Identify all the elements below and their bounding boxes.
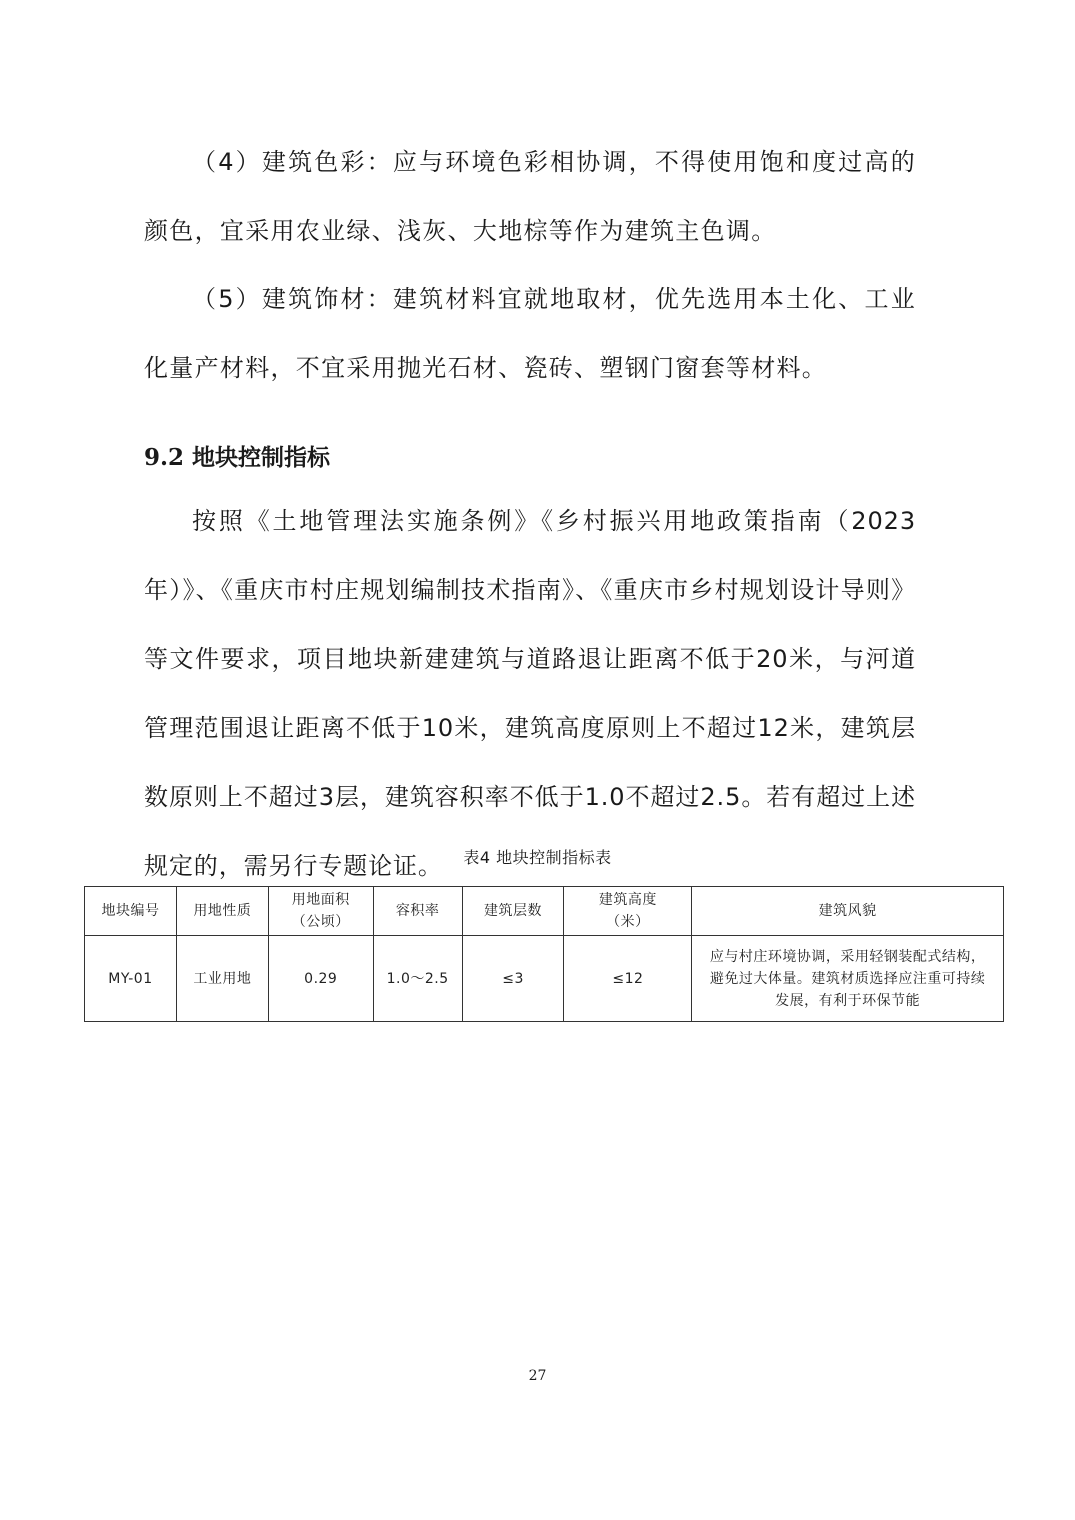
header-land-area: 用地面积 （公顷）: [268, 887, 373, 936]
table-caption: 表4 地块控制指标表: [463, 848, 612, 867]
control-index-table: [84, 886, 1004, 1022]
table-header-row: [85, 887, 1004, 936]
section-body: 按照《土地管理法实施条例》《乡村振兴用地政策指南（2023年）》、《重庆市村庄规划编制技术指南》、《重庆市乡村规划设计导则》等文件要求，项目地块新建建筑与道路退让距离不低于20米，与河道管理范围退让距离不低于10米，建筑高度原则上不超过12米，建筑层数原则上不超过3层，建筑容积率不低于1.0不超过2.5。若有超过上述规定的，需另行专题论证。: [144, 507, 916, 880]
header-height: 建筑高度 （米）: [564, 887, 692, 936]
cell-land-nature: 工业用地: [176, 936, 268, 1022]
table-row: [85, 936, 1004, 1022]
paragraph-building-color: （4）建筑色彩：应与环境色彩相协调，不得使用饱和度过高的颜色，宜采用农业绿、浅灰、大地棕等作为建筑主色调。: [144, 148, 916, 245]
cell-style: 应与村庄环境协调，采用轻钢装配式结构，避免过大体量。建筑材质选择应注重可持续发展，有利于环保节能: [692, 936, 1004, 1022]
cell-floor-area-ratio: 1.0～2.5: [373, 936, 462, 1022]
cell-plot-id: MY-01: [85, 936, 177, 1022]
header-land-nature: 用地性质: [176, 887, 268, 936]
cell-land-area: 0.29: [268, 936, 373, 1022]
cell-height: ≤12: [564, 936, 692, 1022]
header-plot-id: 地块编号: [85, 887, 177, 936]
header-floors: 建筑层数: [462, 887, 564, 936]
page-number: 27: [528, 1368, 547, 1384]
section-heading: 9.2 地块控制指标: [144, 444, 331, 471]
header-floor-area-ratio: 容积率: [373, 887, 462, 936]
paragraph-building-materials: （5）建筑饰材：建筑材料宜就地取材，优先选用本土化、工业化量产材料，不宜采用抛光石材、瓷砖、塑钢门窗套等材料。: [144, 285, 916, 382]
cell-floors: ≤3: [462, 936, 564, 1022]
header-style: 建筑风貌: [692, 887, 1004, 936]
